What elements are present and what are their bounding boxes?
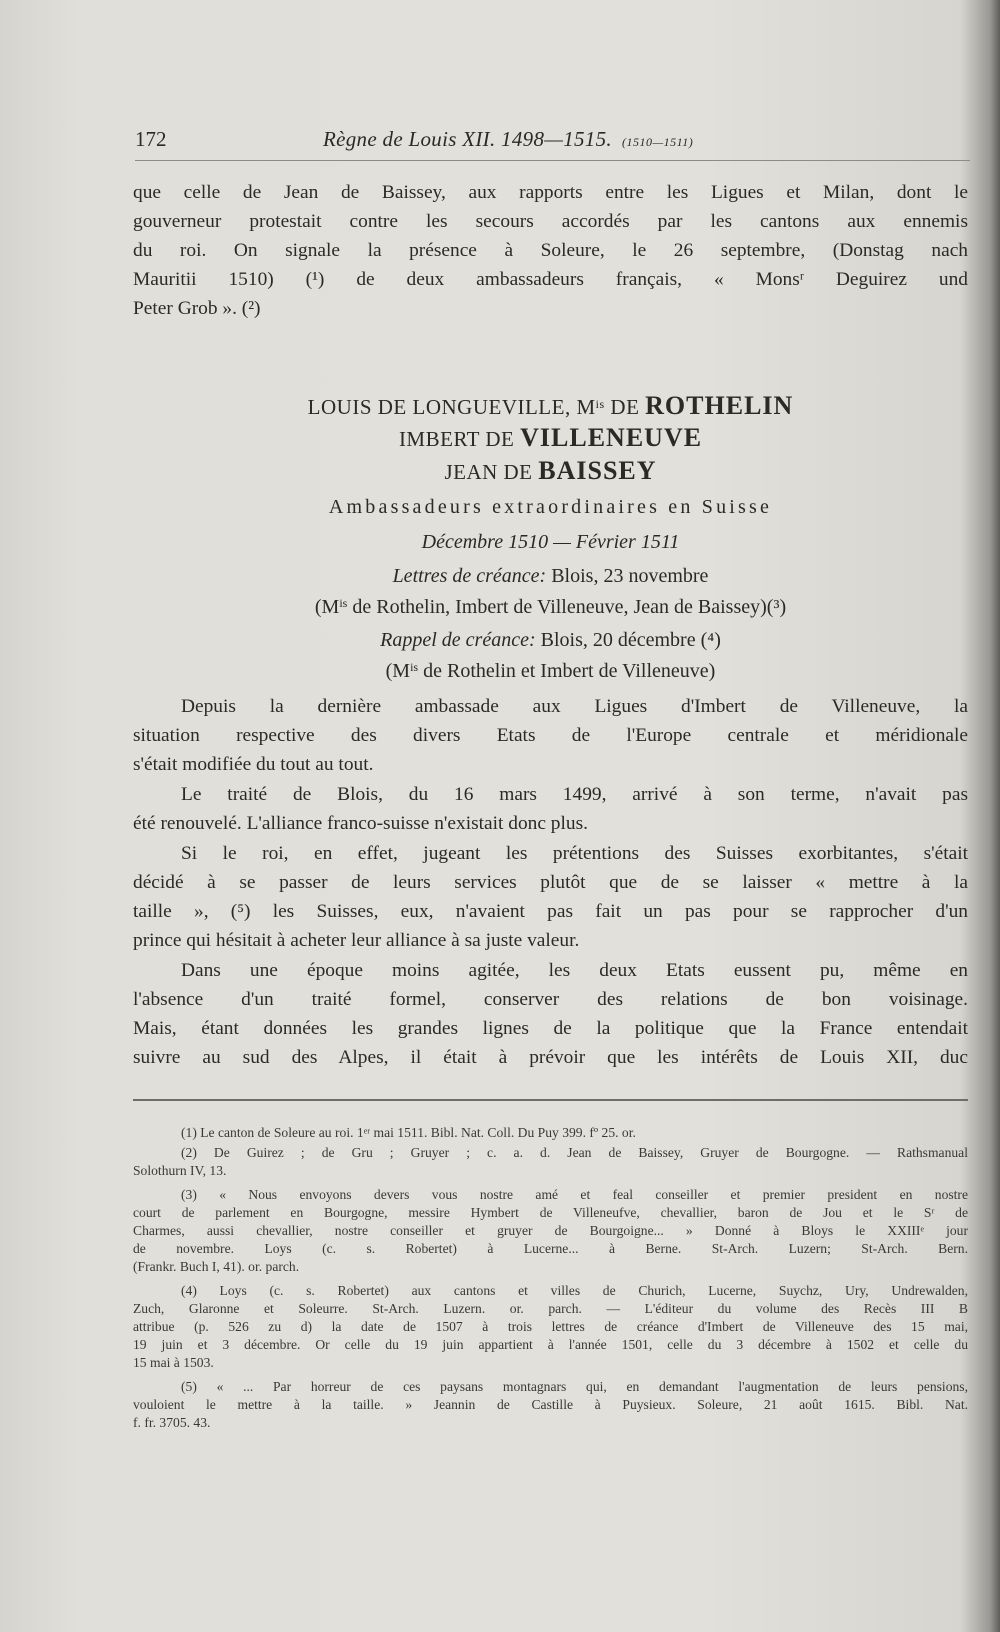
heading-text: DE xyxy=(604,395,646,419)
recall-label: Rappel de créance: xyxy=(380,629,536,651)
letters-of-credence xyxy=(133,565,968,588)
text-line: Mauritii 1510) (¹) de deux ambassadeurs français, « Monsʳ Deguirez und xyxy=(133,269,968,290)
footnote-line: (3) « Nous envoyons devers vous nostre amé et feal conseiller et premier president en nostre xyxy=(181,1187,968,1202)
header-rule xyxy=(135,160,970,161)
text-line: Depuis la dernière ambassade aux Ligues d'Imbert de Villeneuve, la xyxy=(181,696,968,717)
footnote-line: vouloient le mettre à la taille. » Jeannin de Castille à Puysieux. Soleure, 21 août 1615. Bibl. Nat. xyxy=(133,1397,968,1412)
footnote-line: 19 juin et 3 décembre. Or celle du 19 juin appartient à l'année 1501, celle du 3 décembre à 1502 et celle du xyxy=(133,1337,968,1352)
heading-text: IMBERT DE xyxy=(398,427,521,451)
ambassador-role: Ambassadeurs extraordinaires en Suisse xyxy=(328,496,773,518)
text-line: que celle de Jean de Baissey, aux rapports entre les Ligues et Milan, dont le xyxy=(133,182,968,203)
footnote-line: de novembre. Loys (c. s. Robertet) à Lucerne... à Berne. St-Arch. Luzern; St-Arch. Bern. xyxy=(133,1241,968,1256)
footnote-line: (5) « ... Par horreur de ces paysans montagnars qui, en demandant l'augmentation de leurs pensions, xyxy=(181,1379,968,1394)
footnote-line: (Frankr. Buch I, 41). or. parch. xyxy=(133,1259,300,1274)
running-header xyxy=(135,122,975,156)
heading-name: ROTHELIN xyxy=(645,391,794,420)
section-heading-line-2 xyxy=(133,423,968,453)
heading-name: BAISSEY xyxy=(538,456,657,485)
running-title xyxy=(323,122,693,159)
text-line: s'était modifiée du tout au tout. xyxy=(133,754,374,775)
text-line: Le traité de Blois, du 16 mars 1499, arrivé à son terme, n'avait pas xyxy=(181,784,968,805)
text-line: gouverneur protestait contre les secours accordés par les cantons aux ennemis xyxy=(133,211,968,232)
section-heading-line-1 xyxy=(133,391,968,421)
footnote-line: attribue (p. 526 zu d) la date de 1507 à trois lettres de créance d'Imbert de Villeneuve des 15 mai, xyxy=(133,1319,968,1334)
running-title-text: Règne de Louis XII. 1498—1515. xyxy=(323,127,612,151)
text-line: décidé à se passer de leurs services plutôt que de se laisser « mettre à la xyxy=(133,872,968,893)
credence-label: Lettres de créance: xyxy=(392,565,547,587)
footnote-line: (2) De Guirez ; de Gru ; Gruyer ; c. a. d. Jean de Baissey, Gruyer de Bourgogne. — Rathsmanual xyxy=(181,1145,968,1160)
text-line: prince qui hésitait à acheter leur alliance à sa juste valeur. xyxy=(133,930,580,951)
footnote-line: court de parlement en Bourgogne, messire Hymbert de Villeneufve, chevallier, baron de Jou et le Sʳ de xyxy=(133,1205,968,1220)
footnote-line: (1) Le canton de Soleure au roi. 1ᵉʳ mai 1511. Bibl. Nat. Coll. Du Puy 399. fº 25. or. xyxy=(181,1125,636,1140)
footnote-line: f. fr. 3705. 43. xyxy=(133,1415,211,1430)
text-line: Peter Grob ». (²) xyxy=(133,298,261,319)
footnote-line: (4) Loys (c. s. Robertet) aux cantons et villes de Churich, Lucerne, Suychz, Ury, Undrewalden, xyxy=(181,1283,968,1298)
running-dates: (1510—1511) xyxy=(621,135,694,149)
footnote-line: Zuch, Glaronne et Soleurre. St-Arch. Luzern. or. parch. — L'éditeur du volume des Recès III B xyxy=(133,1301,968,1316)
text-line: situation respective des divers Etats de l'Europe centrale et méridionale xyxy=(133,725,968,746)
footnote-line: 15 mai à 1503. xyxy=(133,1355,214,1370)
text-line: Mais, étant données les grandes lignes de la politique que la France entendait xyxy=(133,1018,968,1039)
heading-text: LOUIS DE LONGUEVILLE, M xyxy=(307,395,596,419)
page-number: 172 xyxy=(135,127,167,151)
credence-place-date: Blois, 23 novembre xyxy=(546,565,709,587)
footnote-line: Solothurn IV, 13. xyxy=(133,1163,227,1178)
text-line: suivre au sud des Alpes, il était à prévoir que les intérêts de Louis XII, duc xyxy=(133,1047,968,1068)
heading-sup: is xyxy=(595,397,605,411)
text-line: du roi. On signale la présence à Soleure, le 26 septembre, (Donstag nach xyxy=(133,240,968,261)
section-heading-line-3 xyxy=(133,456,968,486)
text-line: été renouvelé. L'alliance franco-suisse n'existait donc plus. xyxy=(133,813,588,834)
text-line: l'absence d'un traité formel, conserver des relations de bon voisinage. xyxy=(133,989,968,1010)
recall-place-date: Blois, 20 décembre (⁴) xyxy=(535,629,721,651)
credence-persons: ($M^{is}$ de Rothelin, Imbert de Villeneuve, Jean de Baissey)(³) xyxy=(314,596,787,618)
footnote-line: Charmes, aussi chevallier, nostre conseiller et gruyer de Bourgoigne... » Donné à Bloys le XXIIIᵉ jour xyxy=(133,1223,968,1238)
text-line: taille », (⁵) les Suisses, eux, n'avaient pas fait un pas pour se rapprocher d'un xyxy=(133,901,968,922)
recall-persons: ($M^{is}$ de Rothelin et Imbert de Villeneuve) xyxy=(385,660,716,682)
recall-of-credence xyxy=(133,629,968,652)
text-line: Dans une époque moins agitée, les deux Etats eussent pu, même en xyxy=(181,960,968,981)
heading-name: VILLENEUVE xyxy=(520,423,703,452)
text-line: Si le roi, en effet, jugeant les prétentions des Suisses exorbitantes, s'était xyxy=(181,843,968,864)
mission-period: Décembre 1510 — Février 1511 xyxy=(421,531,680,553)
heading-text: JEAN DE xyxy=(444,460,539,484)
footnote-rule xyxy=(133,1099,968,1101)
